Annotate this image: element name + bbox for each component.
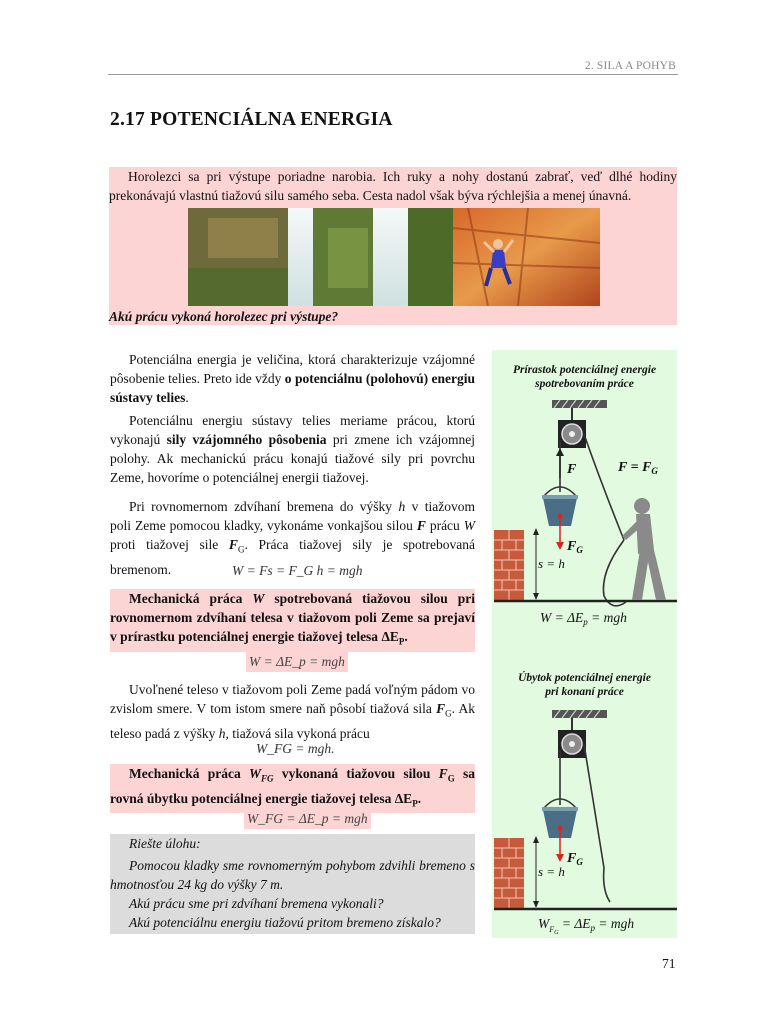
paragraph-measurement: Potenciálnu energiu sústavy telies meriame prácou, ktorú vykonajú sily vzájomného pôsobenia pri zmene ich vzájomnej polohy. Ak mechanickú prácu konajú tiažové sily pri povrchu Zeme, hovoríme o potenciálnej energii tiažovej. bbox=[110, 413, 475, 485]
label-s-equals-h-2: s = h bbox=[538, 864, 565, 879]
label-FG-2: $F_G$ bbox=[567, 851, 583, 867]
figure2-pulley-falling bbox=[492, 640, 677, 938]
exercise-text: Pomocou kladky sme rovnomerným pohybom zdvihli bremeno s hmotnosťou 24 kg do výšky 7 m. bbox=[110, 858, 475, 892]
paragraph-lifting: Pri rovnomernom zdvíhaní bremena do výšky h v tiažovom poli Zeme pomocou kladky, vykonáme vonkajšou silou F prácu W proti tiažovej sile $F_G$. Práca tiažovej sily je spotrebovaná bremenom. bbox=[110, 499, 476, 577]
section-title: 2.17 POTENCIÁLNA ENERGIA bbox=[110, 109, 393, 130]
chapter-header: 2. SILA A POHYB bbox=[584, 60, 676, 72]
figure2-caption: Úbytok potenciálnej energie pri konaní práce bbox=[518, 672, 651, 698]
exercise-question-1: Akú prácu sme pri zdvíhaní bremena vykonali? bbox=[129, 896, 384, 911]
side-figure-panel bbox=[492, 350, 677, 938]
exercise-box bbox=[110, 834, 475, 934]
photo-illustration bbox=[188, 208, 600, 306]
exercise-heading: Riešte úlohu: bbox=[129, 836, 201, 851]
paragraph-free-fall: Uvoľnené teleso v tiažovom poli Zeme padá voľným pádom vo zvislom smere. V tom istom smere naň pôsobí tiažová sila $F_G$. Ak teleso padá z výšky h, tiažová sila vykoná prácu bbox=[110, 682, 475, 741]
formula-work-falling: W_FG = mgh. bbox=[256, 741, 335, 756]
climber-waterfall-photo bbox=[188, 208, 600, 306]
label-F: F bbox=[567, 462, 577, 477]
formula-box-energy-decrease: W_FG = ΔE_p = mgh bbox=[244, 808, 371, 829]
paragraph-definition: Potenciálna energia je veličina, ktorá charakterizuje vzájomné pôsobenie telies. Preto ide vždy o potenciálnu (polohovú) energiu sústavy telies. bbox=[110, 352, 475, 405]
figure1-pulley-lifting bbox=[492, 350, 677, 640]
figure1-caption: Prírastok potenciálnej energie spotrebovaním práce bbox=[512, 364, 657, 390]
label-s-equals-h: s = h bbox=[538, 556, 565, 571]
law-box-work-increase: Mechanická práca W spotrebovaná tiažovou silou pri rovnomernom zdvíhaní telesa v tiažovom poli Zeme sa prejaví v prírastku potenciálnej energie tiažovej telesa $\Delta E_P$. bbox=[110, 589, 475, 652]
intro-question: Akú prácu vykoná horolezec pri výstupe? bbox=[109, 309, 339, 324]
formula-box-energy-increase: W = ΔE_p = mgh bbox=[246, 651, 348, 672]
formula-figure2: $W_FG = \Delta E_p$ = mgh bbox=[538, 916, 635, 936]
formula-figure1: $W = \Delta E_p$ = mgh bbox=[540, 610, 627, 627]
header-divider bbox=[108, 74, 678, 75]
label-F-equals-FG: $F = F_G$ bbox=[618, 460, 658, 476]
intro-box bbox=[109, 167, 677, 325]
intro-text: Horolezci sa pri výstupe poriadne narobia. Ich ruky a nohy dostanú zabrať, veď dlhé hodiny prekonávajú vlastnú tiažovú silu samého seba. Cesta nadol však býva rýchlejšia a menej únavná. bbox=[109, 169, 677, 203]
law-box-work-decrease: Mechanická práca $W_{FG}$ vykonaná tiažovou silou $F_G$ sa rovná úbytku potenciálnej energie tiažovej telesa $\Delta E_P$. bbox=[110, 764, 475, 813]
page-number: 71 bbox=[662, 956, 676, 971]
exercise-question-2: Akú potenciálnu energiu tiažovú pritom bremeno získalo? bbox=[129, 915, 441, 930]
formula-work-lifting: W = Fs = F_G h = mgh bbox=[232, 563, 363, 578]
label-FG: $F_G$ bbox=[567, 539, 583, 555]
